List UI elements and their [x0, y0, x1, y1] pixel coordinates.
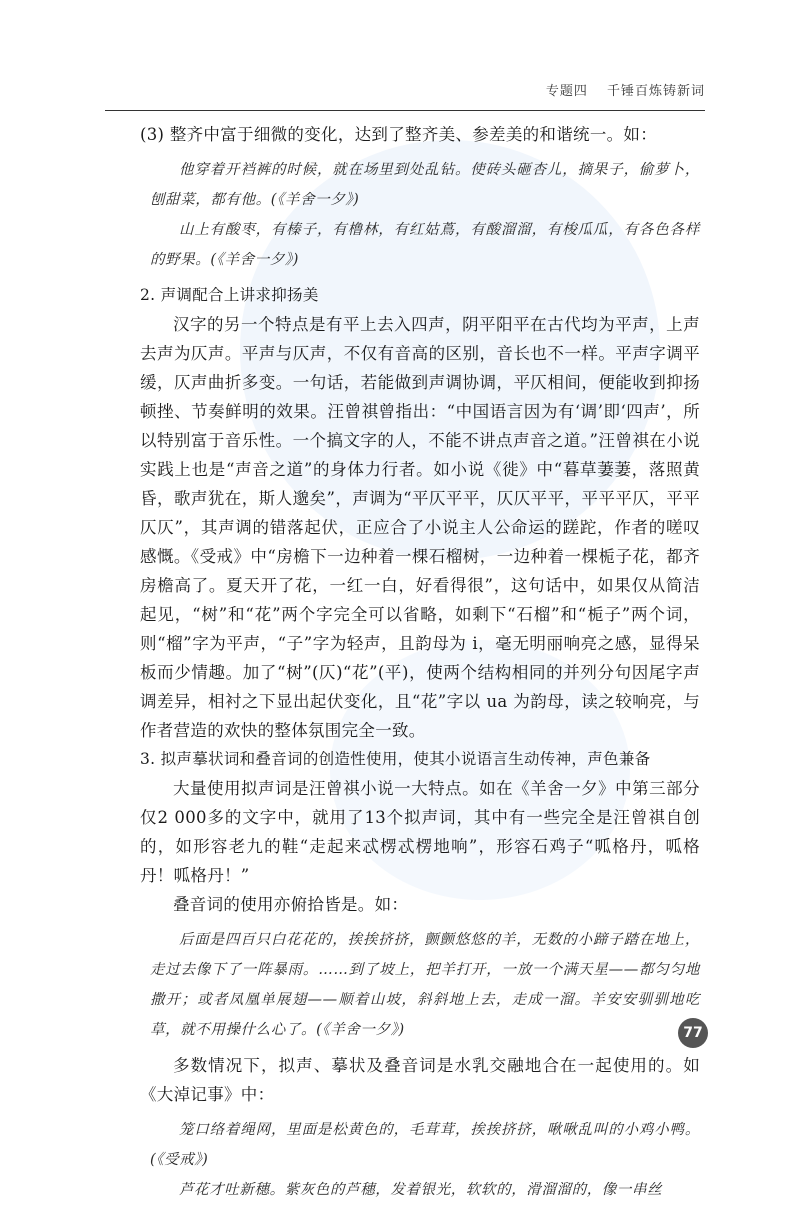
- header-section: 专题四: [545, 84, 588, 99]
- quote-block-5: 芦花才吐新穗。紫灰色的芦穗，发着银光，软软的，滑溜溜的，像一串丝: [179, 1182, 663, 1198]
- section3-paragraph-1: 大量使用拟声词是汪曾祺小说一大特点。如在《羊舍一夕》中第三部分仅2 000多的文字中，就用了13个拟声词，其中有一些完全是汪曾祺自创的，如形容老九的鞋“走起来忒楞忒楞地响”，形容石鸡子“呱格丹，呱格丹！呱格丹！”: [140, 779, 700, 885]
- page-number-badge: 77: [678, 1018, 708, 1048]
- running-header: [105, 80, 705, 111]
- header-title: 千锤百炼铸新词: [606, 84, 705, 99]
- section2-paragraph: 汉字的另一个特点是有平上去入四声，阴平阳平在古代均为平声，上声去声为仄声。平声与仄声，不仅有音高的区别，音长也不一样。平声字调平缓，仄声曲折多变。一句话，若能做到声调协调，平仄相间，便能收到抑扬顿挫、节奏鲜明的效果。汪曾祺曾指出：“中国语言因为有‘调’即‘四声’，所以特别富于音乐性。一个搞文字的人，不能不讲点声音之道。”汪曾祺在小说实践上也是“声音之道”的身体力行者。如小说《徙》中“暮草萋萋，落照黄昏，歌声犹在，斯人邈矣”，声调为“平仄平平，仄仄平平，平平平仄，平平仄仄”，其声调的错落起伏，正应合了小说主人公命运的蹉跎，作者的嗟叹感慨。《受戒》中“房檐下一边种着一棵石榴树，一边种着一棵栀子花，都齐房檐高了。夏天开了花，一红一白，好看得很”，这句话中，如果仅从简洁起见，“树”和“花”两个字完全可以省略，如剩下“石榴”和“栀子”两个词，则“榴”字为平声，“子”字为轻声，且韵母为 i，毫无明丽响亮之感，显得呆板而少情趣。加了“树”(仄)“花”(平)，使两个结构相同的并列分句因尾字声调差异，相衬之下显出起伏变化，且“花”字以 ua 为韵母，读之较响亮，与作者营造的欢快的整体氛围完全一致。: [140, 315, 700, 740]
- page-content: [140, 120, 700, 1205]
- section3-paragraph-3: 多数情况下，拟声、摹状及叠音词是水乳交融地合在一起使用的。如《大淖记事》中：: [140, 1056, 700, 1104]
- quote-block-2: 山上有酸枣，有榛子，有橹林，有红姑蔦，有酸溜溜，有梭瓜瓜，有各色各样的野果。(《羊舍一夕》): [150, 222, 700, 268]
- section2-heading: 2. 声调配合上讲求抑扬美: [140, 286, 319, 304]
- point3-heading: (3) 整齐中富于细微的变化，达到了整齐美、参差美的和谐统一。如：: [140, 125, 658, 144]
- section3-heading: 3. 拟声摹状词和叠音词的创造性使用，使其小说语言生动传神，声色兼备: [140, 750, 651, 768]
- quote-block-3: 后面是四百只白花花的，挨挨挤挤，颤颤悠悠的羊，无数的小蹄子踏在地上，走过去像下了一阵暴雨。……到了坡上，把羊打开，一放一个满天星——都匀匀地撒开；或者凤凰单展翅——顺着山坡，斜斜地上去，走成一溜。羊安安驯驯地吃草，就不用操什么心了。(《羊舍一夕》): [150, 932, 700, 1038]
- quote-block-4: 笼口络着绳网，里面是松黄色的，毛茸茸，挨挨挤挤，啾啾乱叫的小鸡小鸭。(《受戒》): [150, 1122, 700, 1168]
- quote-block-1: 他穿着开裆裤的时候，就在场里到处乱钻。使砖头砸杏儿，摘果子，偷萝卜，刨甜菜，都有他。(《羊舍一夕》): [150, 162, 700, 208]
- section3-paragraph-2: 叠音词的使用亦俯拾皆是。如：: [173, 895, 409, 914]
